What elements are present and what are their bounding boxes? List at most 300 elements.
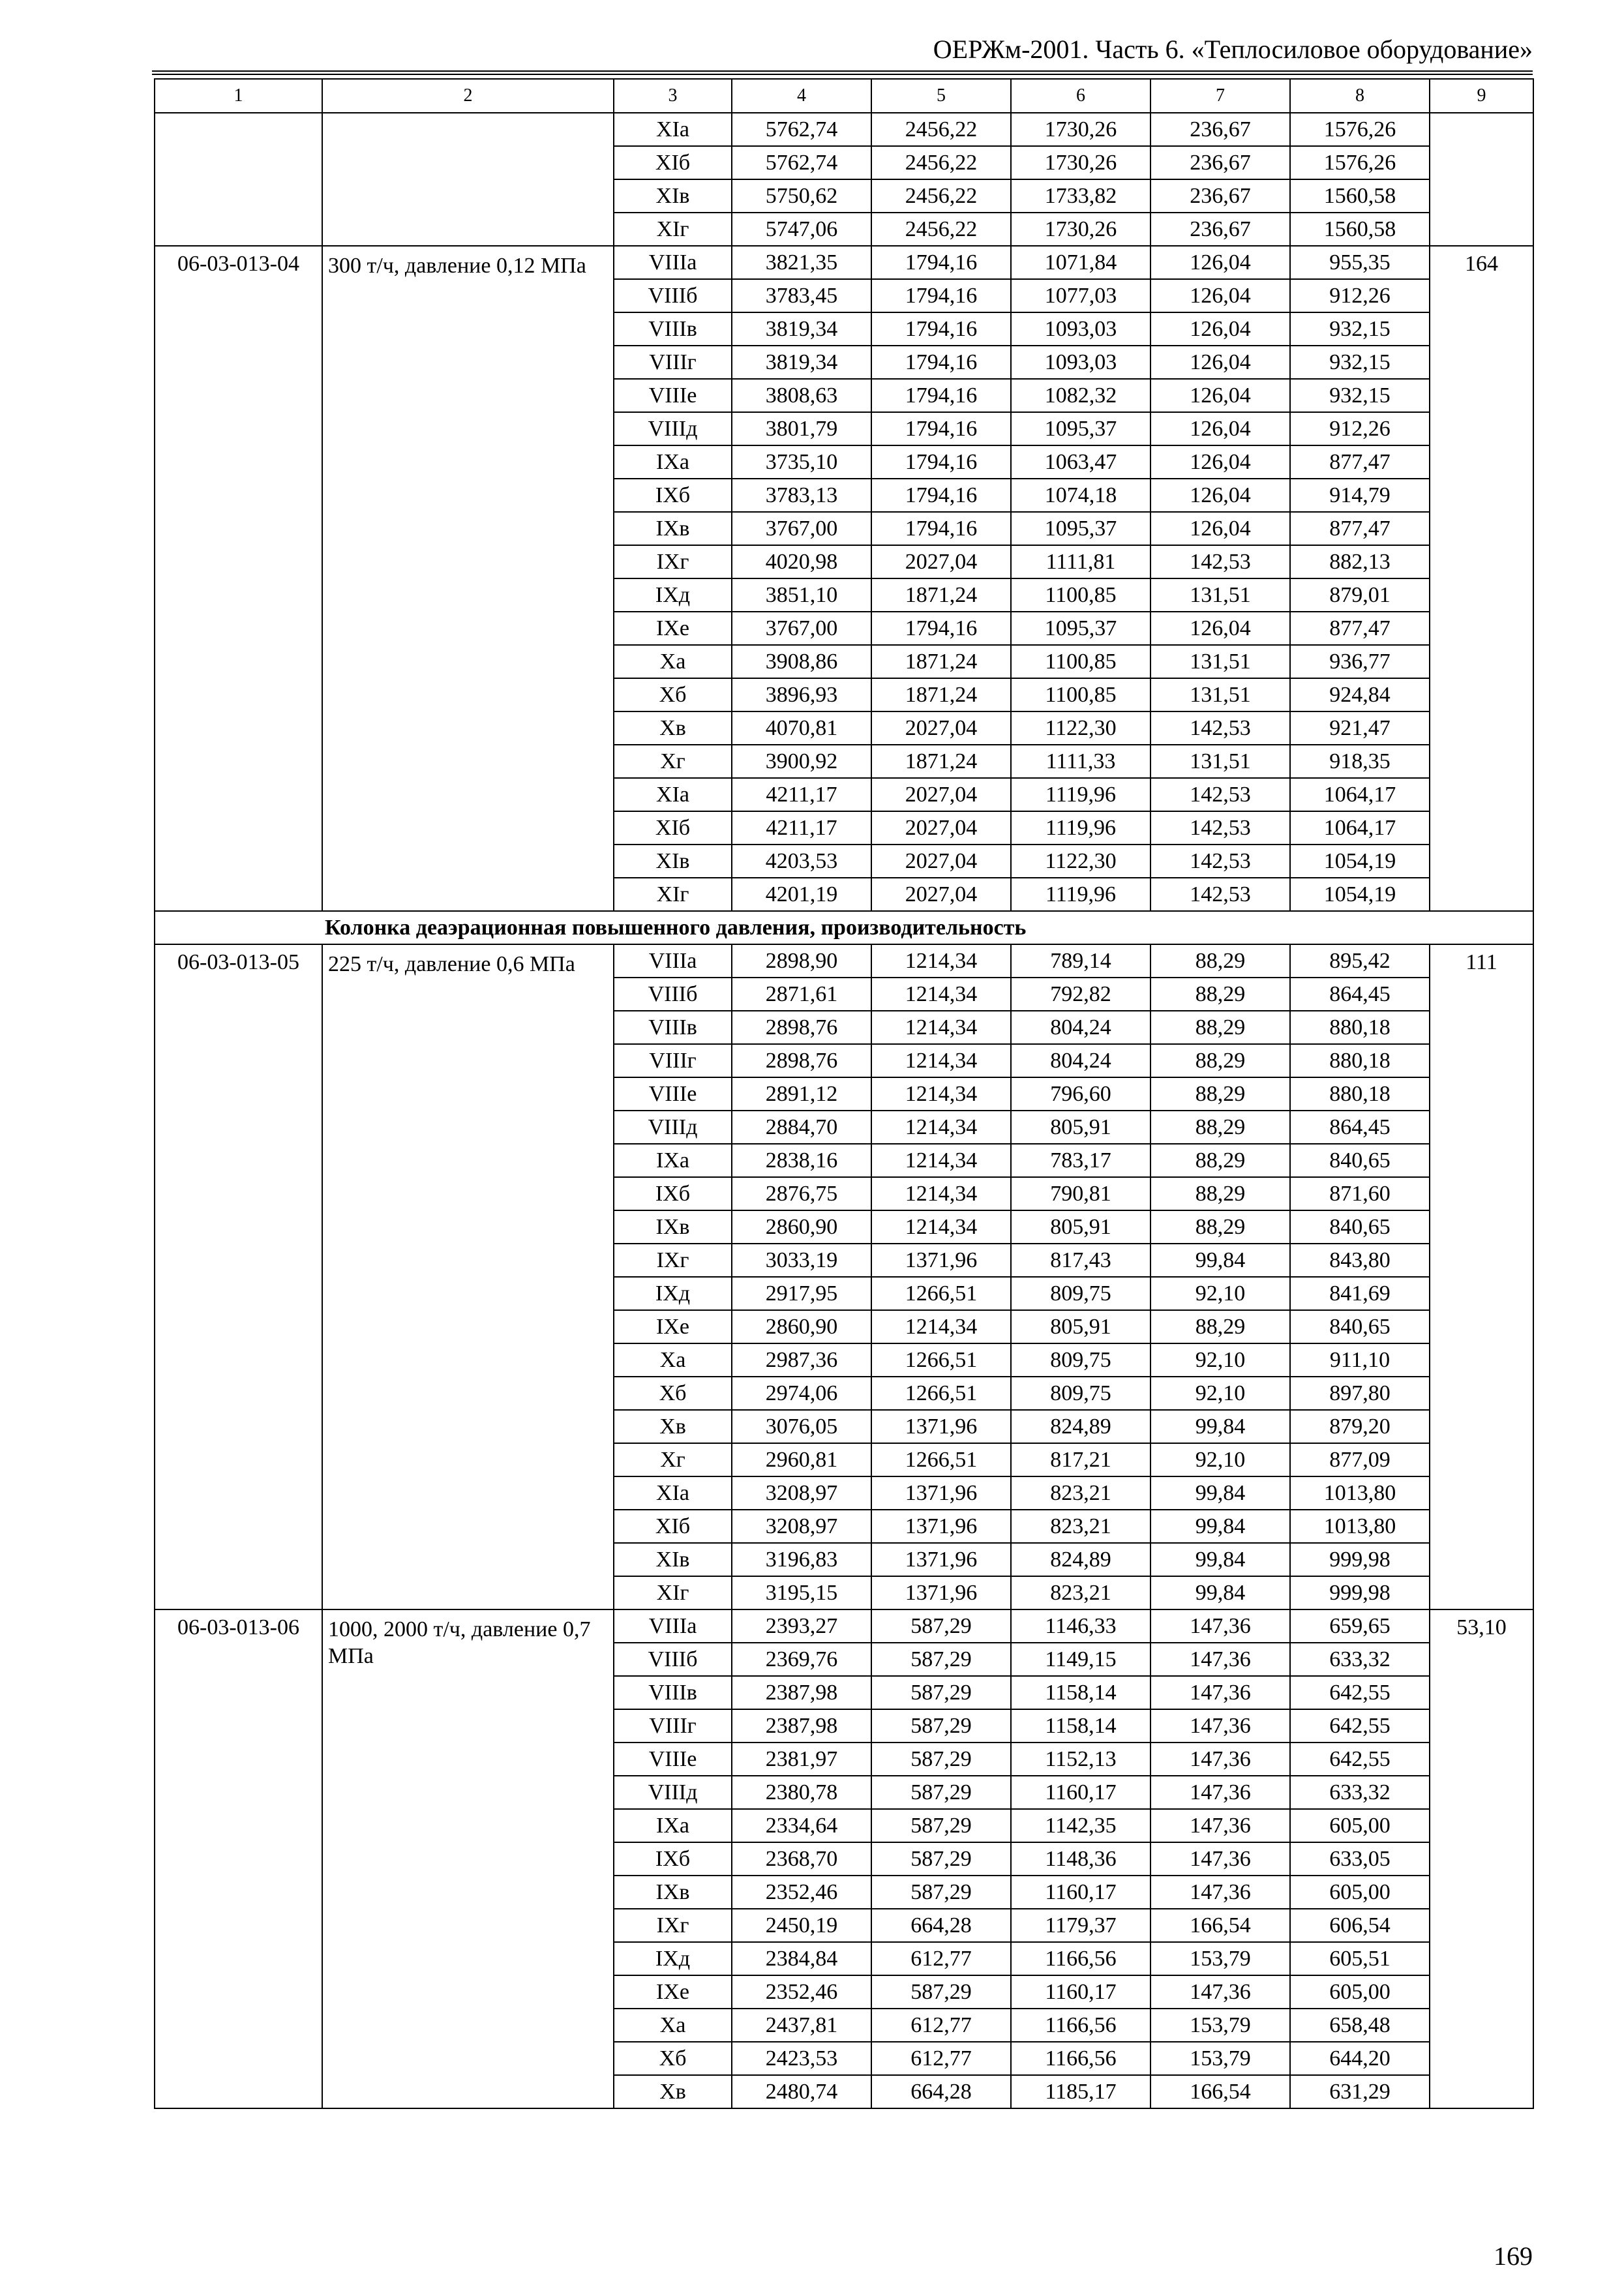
operator-wages-cell: 131,51 [1150,578,1290,612]
grade-cell: IXб [614,479,732,512]
wages-cell: 1794,16 [871,479,1011,512]
materials-cost-cell: 880,18 [1290,1044,1430,1077]
table-body [155,79,1533,2108]
rate-code-cell: 06-03-013-06 [155,1609,322,2108]
operator-wages-cell: 88,29 [1150,1011,1290,1044]
wages-cell: 1266,51 [871,1377,1011,1410]
operator-wages-cell: 153,79 [1150,1942,1290,1975]
wages-cell: 2027,04 [871,878,1011,911]
table-row [155,113,1533,146]
operator-wages-cell: 99,84 [1150,1244,1290,1277]
grade-cell: VIIIг [614,1709,732,1743]
materials-cost-cell: 911,10 [1290,1343,1430,1377]
total-cost-cell: 3821,35 [732,246,871,279]
materials-cost-cell: 1576,26 [1290,113,1430,146]
wages-cell: 612,77 [871,2009,1011,2042]
machine-cost-cell: 817,21 [1011,1443,1150,1476]
machine-cost-cell: 804,24 [1011,1011,1150,1044]
grade-cell: XIа [614,778,732,811]
total-cost-cell: 2960,81 [732,1443,871,1476]
grade-cell: IXв [614,512,732,545]
grade-cell: VIIIг [614,1044,732,1077]
total-cost-cell: 3896,93 [732,678,871,711]
wages-cell: 1266,51 [871,1343,1011,1377]
total-cost-cell: 2860,90 [732,1310,871,1343]
total-cost-cell: 2871,61 [732,978,871,1011]
machine-cost-cell: 1119,96 [1011,778,1150,811]
operator-wages-cell: 88,29 [1150,1111,1290,1144]
operator-wages-cell: 99,84 [1150,1510,1290,1543]
total-cost-cell: 3735,10 [732,445,871,479]
machine-cost-cell: 1158,14 [1011,1709,1150,1743]
materials-cost-cell: 606,54 [1290,1909,1430,1942]
grade-cell: IXв [614,1210,732,1244]
materials-cost-cell: 605,00 [1290,1876,1430,1909]
description-cell: 225 т/ч, давление 0,6 МПа [322,944,614,1609]
wages-cell: 1794,16 [871,279,1011,312]
operator-wages-cell: 142,53 [1150,711,1290,745]
materials-cost-cell: 918,35 [1290,745,1430,778]
materials-cost-cell: 840,65 [1290,1144,1430,1177]
materials-cost-cell: 840,65 [1290,1210,1430,1244]
grade-cell: IXг [614,545,732,578]
grade-cell: IXв [614,1876,732,1909]
machine-cost-cell: 790,81 [1011,1177,1150,1210]
operator-wages-cell: 88,29 [1150,1144,1290,1177]
total-cost-cell: 3819,34 [732,346,871,379]
extra-value-cell [1430,113,1533,246]
grade-cell: IXе [614,1975,732,2009]
grade-cell: Xв [614,711,732,745]
grade-cell: VIIIг [614,346,732,379]
machine-cost-cell: 1142,35 [1011,1809,1150,1842]
grade-cell: VIIIд [614,412,732,445]
operator-wages-cell: 147,36 [1150,1609,1290,1643]
total-cost-cell: 3767,00 [732,512,871,545]
grade-cell: XIа [614,1476,732,1510]
column-number: 2 [322,79,614,113]
operator-wages-cell: 99,84 [1150,1576,1290,1609]
materials-cost-cell: 921,47 [1290,711,1430,745]
machine-cost-cell: 1185,17 [1011,2075,1150,2108]
machine-cost-cell: 1166,56 [1011,2009,1150,2042]
extra-value-cell: 111 [1430,944,1533,1609]
machine-cost-cell: 1095,37 [1011,612,1150,645]
operator-wages-cell: 153,79 [1150,2009,1290,2042]
machine-cost-cell: 783,17 [1011,1144,1150,1177]
grade-cell: XIг [614,1576,732,1609]
materials-cost-cell: 1576,26 [1290,146,1430,179]
wages-cell: 1214,34 [871,978,1011,1011]
operator-wages-cell: 92,10 [1150,1277,1290,1310]
section-heading-row [155,911,1533,944]
wages-cell: 587,29 [871,1676,1011,1709]
column-number: 4 [732,79,871,113]
machine-cost-cell: 1093,03 [1011,346,1150,379]
machine-cost-cell: 809,75 [1011,1343,1150,1377]
rates-table [154,78,1534,2109]
machine-cost-cell: 1111,81 [1011,545,1150,578]
total-cost-cell: 5747,06 [732,213,871,246]
grade-cell: VIIIа [614,246,732,279]
grade-cell: Xб [614,1377,732,1410]
total-cost-cell: 3767,00 [732,612,871,645]
machine-cost-cell: 1730,26 [1011,146,1150,179]
wages-cell: 1794,16 [871,612,1011,645]
wages-cell: 1794,16 [871,246,1011,279]
header-rule [152,70,1533,75]
machine-cost-cell: 1160,17 [1011,1876,1150,1909]
operator-wages-cell: 142,53 [1150,878,1290,911]
total-cost-cell: 2380,78 [732,1776,871,1809]
materials-cost-cell: 841,69 [1290,1277,1430,1310]
grade-cell: IXг [614,1244,732,1277]
grade-cell: VIIIа [614,1609,732,1643]
operator-wages-cell: 88,29 [1150,1077,1290,1111]
total-cost-cell: 2369,76 [732,1643,871,1676]
wages-cell: 1371,96 [871,1576,1011,1609]
materials-cost-cell: 1064,17 [1290,811,1430,845]
wages-cell: 1871,24 [871,745,1011,778]
machine-cost-cell: 1166,56 [1011,2042,1150,2075]
wages-cell: 1371,96 [871,1410,1011,1443]
total-cost-cell: 4211,17 [732,811,871,845]
machine-cost-cell: 823,21 [1011,1510,1150,1543]
operator-wages-cell: 126,04 [1150,346,1290,379]
wages-cell: 1871,24 [871,578,1011,612]
machine-cost-cell: 824,89 [1011,1543,1150,1576]
operator-wages-cell: 126,04 [1150,246,1290,279]
materials-cost-cell: 955,35 [1290,246,1430,279]
total-cost-cell: 2838,16 [732,1144,871,1177]
total-cost-cell: 2974,06 [732,1377,871,1410]
machine-cost-cell: 1122,30 [1011,845,1150,878]
materials-cost-cell: 1054,19 [1290,878,1430,911]
materials-cost-cell: 877,47 [1290,445,1430,479]
machine-cost-cell: 823,21 [1011,1476,1150,1510]
wages-cell: 1214,34 [871,944,1011,978]
materials-cost-cell: 642,55 [1290,1709,1430,1743]
total-cost-cell: 3783,45 [732,279,871,312]
total-cost-cell: 2387,98 [732,1709,871,1743]
machine-cost-cell: 1158,14 [1011,1676,1150,1709]
operator-wages-cell: 147,36 [1150,1776,1290,1809]
operator-wages-cell: 88,29 [1150,1044,1290,1077]
wages-cell: 1214,34 [871,1177,1011,1210]
operator-wages-cell: 147,36 [1150,1876,1290,1909]
materials-cost-cell: 605,00 [1290,1809,1430,1842]
operator-wages-cell: 126,04 [1150,445,1290,479]
wages-cell: 1794,16 [871,312,1011,346]
operator-wages-cell: 236,67 [1150,179,1290,213]
total-cost-cell: 2352,46 [732,1876,871,1909]
materials-cost-cell: 658,48 [1290,2009,1430,2042]
grade-cell: VIIIб [614,279,732,312]
materials-cost-cell: 914,79 [1290,479,1430,512]
materials-cost-cell: 644,20 [1290,2042,1430,2075]
column-number: 7 [1150,79,1290,113]
column-number: 6 [1011,79,1150,113]
operator-wages-cell: 126,04 [1150,312,1290,346]
machine-cost-cell: 805,91 [1011,1111,1150,1144]
machine-cost-cell: 1063,47 [1011,445,1150,479]
materials-cost-cell: 1560,58 [1290,213,1430,246]
machine-cost-cell: 1100,85 [1011,578,1150,612]
wages-cell: 587,29 [871,1876,1011,1909]
machine-cost-cell: 1730,26 [1011,113,1150,146]
total-cost-cell: 2387,98 [732,1676,871,1709]
operator-wages-cell: 131,51 [1150,678,1290,711]
operator-wages-cell: 92,10 [1150,1443,1290,1476]
wages-cell: 1371,96 [871,1510,1011,1543]
wages-cell: 2027,04 [871,811,1011,845]
wages-cell: 664,28 [871,2075,1011,2108]
machine-cost-cell: 1730,26 [1011,213,1150,246]
column-number: 8 [1290,79,1430,113]
machine-cost-cell: 1082,32 [1011,379,1150,412]
materials-cost-cell: 605,00 [1290,1975,1430,2009]
materials-cost-cell: 1013,80 [1290,1476,1430,1510]
wages-cell: 587,29 [871,1975,1011,2009]
grade-cell: IXе [614,612,732,645]
wages-cell: 1871,24 [871,645,1011,678]
grade-cell: XIв [614,1543,732,1576]
rate-code-cell [155,113,322,246]
operator-wages-cell: 166,54 [1150,2075,1290,2108]
materials-cost-cell: 932,15 [1290,312,1430,346]
extra-value-cell: 53,10 [1430,1609,1533,2108]
machine-cost-cell: 1146,33 [1011,1609,1150,1643]
table-row [155,1609,1533,1643]
materials-cost-cell: 1064,17 [1290,778,1430,811]
column-number: 1 [155,79,322,113]
wages-cell: 1794,16 [871,379,1011,412]
materials-cost-cell: 932,15 [1290,346,1430,379]
grade-cell: Xв [614,1410,732,1443]
materials-cost-cell: 633,05 [1290,1842,1430,1876]
total-cost-cell: 3783,13 [732,479,871,512]
column-number: 9 [1430,79,1533,113]
wages-cell: 2027,04 [871,711,1011,745]
grade-cell: IXг [614,1909,732,1942]
total-cost-cell: 2860,90 [732,1210,871,1244]
wages-cell: 2456,22 [871,179,1011,213]
materials-cost-cell: 633,32 [1290,1776,1430,1809]
wages-cell: 1214,34 [871,1111,1011,1144]
grade-cell: Xв [614,2075,732,2108]
total-cost-cell: 4020,98 [732,545,871,578]
materials-cost-cell: 877,47 [1290,612,1430,645]
total-cost-cell: 3801,79 [732,412,871,445]
machine-cost-cell: 1093,03 [1011,312,1150,346]
wages-cell: 1794,16 [871,346,1011,379]
materials-cost-cell: 605,51 [1290,1942,1430,1975]
total-cost-cell: 2368,70 [732,1842,871,1876]
table-row [155,246,1533,279]
grade-cell: IXд [614,1277,732,1310]
grade-cell: XIг [614,878,732,911]
machine-cost-cell: 804,24 [1011,1044,1150,1077]
operator-wages-cell: 147,36 [1150,1643,1290,1676]
grade-cell: VIIIб [614,978,732,1011]
grade-cell: Xб [614,678,732,711]
materials-cost-cell: 936,77 [1290,645,1430,678]
grade-cell: Xа [614,645,732,678]
materials-cost-cell: 864,45 [1290,1111,1430,1144]
machine-cost-cell: 1122,30 [1011,711,1150,745]
total-cost-cell: 2384,84 [732,1942,871,1975]
materials-cost-cell: 877,09 [1290,1443,1430,1476]
wages-cell: 2456,22 [871,213,1011,246]
operator-wages-cell: 126,04 [1150,512,1290,545]
grade-cell: Xг [614,745,732,778]
machine-cost-cell: 1166,56 [1011,1942,1150,1975]
total-cost-cell: 2423,53 [732,2042,871,2075]
total-cost-cell: 2917,95 [732,1277,871,1310]
total-cost-cell: 3900,92 [732,745,871,778]
operator-wages-cell: 131,51 [1150,745,1290,778]
grade-cell: XIв [614,845,732,878]
total-cost-cell: 2450,19 [732,1909,871,1942]
operator-wages-cell: 142,53 [1150,811,1290,845]
grade-cell: IXб [614,1842,732,1876]
machine-cost-cell: 809,75 [1011,1277,1150,1310]
operator-wages-cell: 99,84 [1150,1543,1290,1576]
grade-cell: VIIIе [614,1743,732,1776]
total-cost-cell: 2898,90 [732,944,871,978]
operator-wages-cell: 88,29 [1150,1210,1290,1244]
wages-cell: 1871,24 [871,678,1011,711]
wages-cell: 612,77 [871,1942,1011,1975]
total-cost-cell: 5762,74 [732,113,871,146]
machine-cost-cell: 1077,03 [1011,279,1150,312]
operator-wages-cell: 92,10 [1150,1377,1290,1410]
total-cost-cell: 2393,27 [732,1609,871,1643]
machine-cost-cell: 792,82 [1011,978,1150,1011]
operator-wages-cell: 88,29 [1150,944,1290,978]
wages-cell: 587,29 [871,1842,1011,1876]
materials-cost-cell: 895,42 [1290,944,1430,978]
operator-wages-cell: 153,79 [1150,2042,1290,2075]
machine-cost-cell: 1733,82 [1011,179,1150,213]
total-cost-cell: 3208,97 [732,1476,871,1510]
wages-cell: 587,29 [871,1743,1011,1776]
operator-wages-cell: 88,29 [1150,1310,1290,1343]
grade-cell: Xг [614,1443,732,1476]
grade-cell: Xа [614,2009,732,2042]
materials-cost-cell: 633,32 [1290,1643,1430,1676]
running-header: ОЕРЖм-2001. Часть 6. «Теплосиловое оборудование» [933,35,1533,64]
materials-cost-cell: 912,26 [1290,279,1430,312]
wages-cell: 1794,16 [871,445,1011,479]
extra-value-cell: 164 [1430,246,1533,911]
total-cost-cell: 2876,75 [732,1177,871,1210]
total-cost-cell: 2891,12 [732,1077,871,1111]
wages-cell: 587,29 [871,1609,1011,1643]
wages-cell: 664,28 [871,1909,1011,1942]
operator-wages-cell: 147,36 [1150,1709,1290,1743]
wages-cell: 1266,51 [871,1277,1011,1310]
machine-cost-cell: 805,91 [1011,1210,1150,1244]
grade-cell: XIб [614,811,732,845]
machine-cost-cell: 805,91 [1011,1310,1150,1343]
materials-cost-cell: 924,84 [1290,678,1430,711]
operator-wages-cell: 126,04 [1150,612,1290,645]
grade-cell: VIIIе [614,379,732,412]
wages-cell: 587,29 [871,1809,1011,1842]
total-cost-cell: 3851,10 [732,578,871,612]
grade-cell: XIб [614,1510,732,1543]
machine-cost-cell: 1148,36 [1011,1842,1150,1876]
grade-cell: XIа [614,113,732,146]
description-cell [322,113,614,246]
operator-wages-cell: 236,67 [1150,213,1290,246]
materials-cost-cell: 659,65 [1290,1609,1430,1643]
wages-cell: 1794,16 [871,412,1011,445]
grade-cell: XIг [614,213,732,246]
total-cost-cell: 4203,53 [732,845,871,878]
total-cost-cell: 3908,86 [732,645,871,678]
grade-cell: IXе [614,1310,732,1343]
wages-cell: 587,29 [871,1709,1011,1743]
materials-cost-cell: 880,18 [1290,1077,1430,1111]
materials-cost-cell: 631,29 [1290,2075,1430,2108]
total-cost-cell: 3033,19 [732,1244,871,1277]
total-cost-cell: 4211,17 [732,778,871,811]
total-cost-cell: 4070,81 [732,711,871,745]
operator-wages-cell: 126,04 [1150,379,1290,412]
machine-cost-cell: 1100,85 [1011,645,1150,678]
total-cost-cell: 2334,64 [732,1809,871,1842]
operator-wages-cell: 88,29 [1150,1177,1290,1210]
section-heading: Колонка деаэрационная повышенного давления, производительность [155,911,1533,944]
wages-cell: 1794,16 [871,512,1011,545]
total-cost-cell: 2437,81 [732,2009,871,2042]
materials-cost-cell: 879,20 [1290,1410,1430,1443]
grade-cell: XIв [614,179,732,213]
grade-cell: IXб [614,1177,732,1210]
wages-cell: 2456,22 [871,113,1011,146]
machine-cost-cell: 1100,85 [1011,678,1150,711]
total-cost-cell: 3208,97 [732,1510,871,1543]
materials-cost-cell: 840,65 [1290,1310,1430,1343]
total-cost-cell: 2884,70 [732,1111,871,1144]
machine-cost-cell: 1179,37 [1011,1909,1150,1942]
machine-cost-cell: 823,21 [1011,1576,1150,1609]
materials-cost-cell: 871,60 [1290,1177,1430,1210]
grade-cell: VIIIе [614,1077,732,1111]
wages-cell: 1214,34 [871,1011,1011,1044]
wages-cell: 1214,34 [871,1044,1011,1077]
wages-cell: 1214,34 [871,1144,1011,1177]
machine-cost-cell: 1074,18 [1011,479,1150,512]
materials-cost-cell: 897,80 [1290,1377,1430,1410]
operator-wages-cell: 142,53 [1150,545,1290,578]
materials-cost-cell: 999,98 [1290,1543,1430,1576]
total-cost-cell: 2480,74 [732,2075,871,2108]
column-number: 5 [871,79,1011,113]
materials-cost-cell: 1560,58 [1290,179,1430,213]
machine-cost-cell: 1119,96 [1011,811,1150,845]
operator-wages-cell: 131,51 [1150,645,1290,678]
grade-cell: IXа [614,1809,732,1842]
wages-cell: 612,77 [871,2042,1011,2075]
wages-cell: 1214,34 [871,1077,1011,1111]
operator-wages-cell: 126,04 [1150,479,1290,512]
grade-cell: IXд [614,578,732,612]
wages-cell: 2027,04 [871,545,1011,578]
operator-wages-cell: 147,36 [1150,1975,1290,2009]
